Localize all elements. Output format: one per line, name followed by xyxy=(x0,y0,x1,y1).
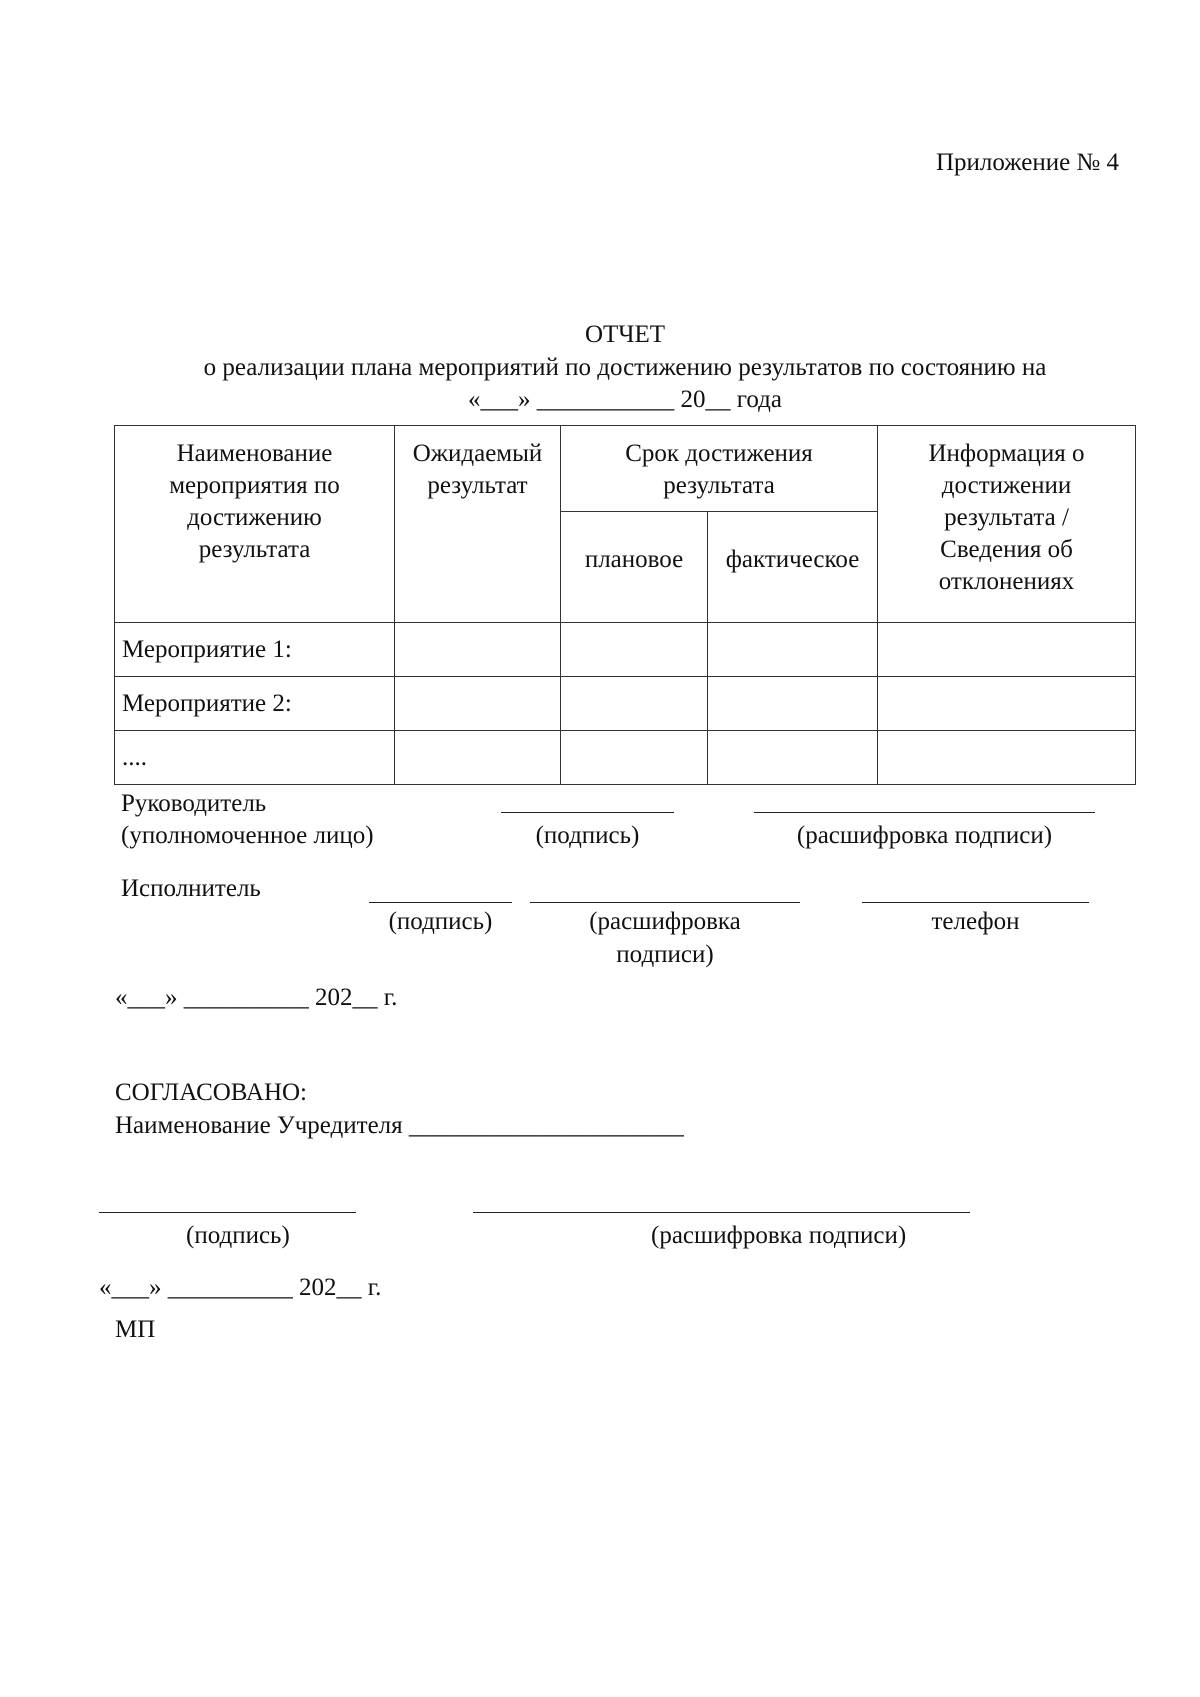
stamp-label: МП xyxy=(115,1316,156,1343)
table-cell xyxy=(395,623,561,677)
table-cell xyxy=(561,731,708,785)
header-deadline: Срок достижения результата xyxy=(561,426,878,512)
executor-decoding-line xyxy=(530,902,800,903)
head-signature-line xyxy=(501,812,674,813)
executor-phone-line xyxy=(862,902,1089,903)
table-cell xyxy=(561,677,708,731)
approval-signature-line xyxy=(99,1212,356,1213)
approval-decoding-caption: (расшифровка подписи) xyxy=(651,1222,907,1249)
approval-signature-caption: (подпись) xyxy=(186,1222,290,1249)
table-cell xyxy=(708,623,878,677)
table-cell xyxy=(395,677,561,731)
report-title: ОТЧЕТ xyxy=(584,321,666,348)
executor-label: Исполнитель xyxy=(121,875,261,902)
executor-signature-caption: (подпись) xyxy=(388,908,493,935)
head-decoding-caption: (расшифровка подписи) xyxy=(796,822,1053,849)
approval-date: «___» __________ 202__ г. xyxy=(99,1274,382,1301)
table-cell xyxy=(878,677,1136,731)
executor-signature-line xyxy=(369,902,512,903)
table-cell xyxy=(708,677,878,731)
header-expected-result: Ожидаемый результат xyxy=(395,426,561,623)
approval-decoding-line xyxy=(473,1212,970,1213)
table-cell xyxy=(878,731,1136,785)
table-cell xyxy=(395,731,561,785)
header-actual: фактическое xyxy=(708,512,878,623)
row-name: .... xyxy=(115,731,395,785)
founder-name-line: Наименование Учредителя ______________________ xyxy=(115,1112,684,1139)
table-cell xyxy=(561,623,708,677)
header-planned: плановое xyxy=(561,512,708,623)
row-name: Мероприятие 2: xyxy=(115,677,395,731)
table-row xyxy=(115,623,1136,677)
header-event-name: Наименование мероприятия по достижению результата xyxy=(115,426,395,623)
executor-phone-caption: телефон xyxy=(931,908,1020,935)
row-name: Мероприятие 1: xyxy=(115,623,395,677)
executor-decoding-caption-2: подписи) xyxy=(616,941,714,968)
header-info: Информация о достижении результата / Сведения об отклонениях xyxy=(878,426,1136,623)
report-subtitle: о реализации плана мероприятий по достижению результатов по состоянию на xyxy=(203,354,1047,381)
table-cell xyxy=(708,731,878,785)
head-signature-caption: (подпись) xyxy=(535,822,640,849)
report-date: «___» __________ 202__ г. xyxy=(115,984,398,1011)
appendix-label: Приложение № 4 xyxy=(936,149,1120,176)
head-label: Руководитель xyxy=(121,790,267,817)
head-decoding-line xyxy=(754,812,1095,813)
report-date-line: «___» ___________ 20__ года xyxy=(468,386,782,413)
report-table xyxy=(114,425,1136,785)
head-sublabel: (уполномоченное лицо) xyxy=(121,822,374,849)
approval-heading: СОГЛАСОВАНО: xyxy=(115,1079,308,1106)
table-row xyxy=(115,731,1136,785)
table-cell xyxy=(878,623,1136,677)
table-row xyxy=(115,677,1136,731)
executor-decoding-caption: (расшифровка xyxy=(589,908,741,935)
